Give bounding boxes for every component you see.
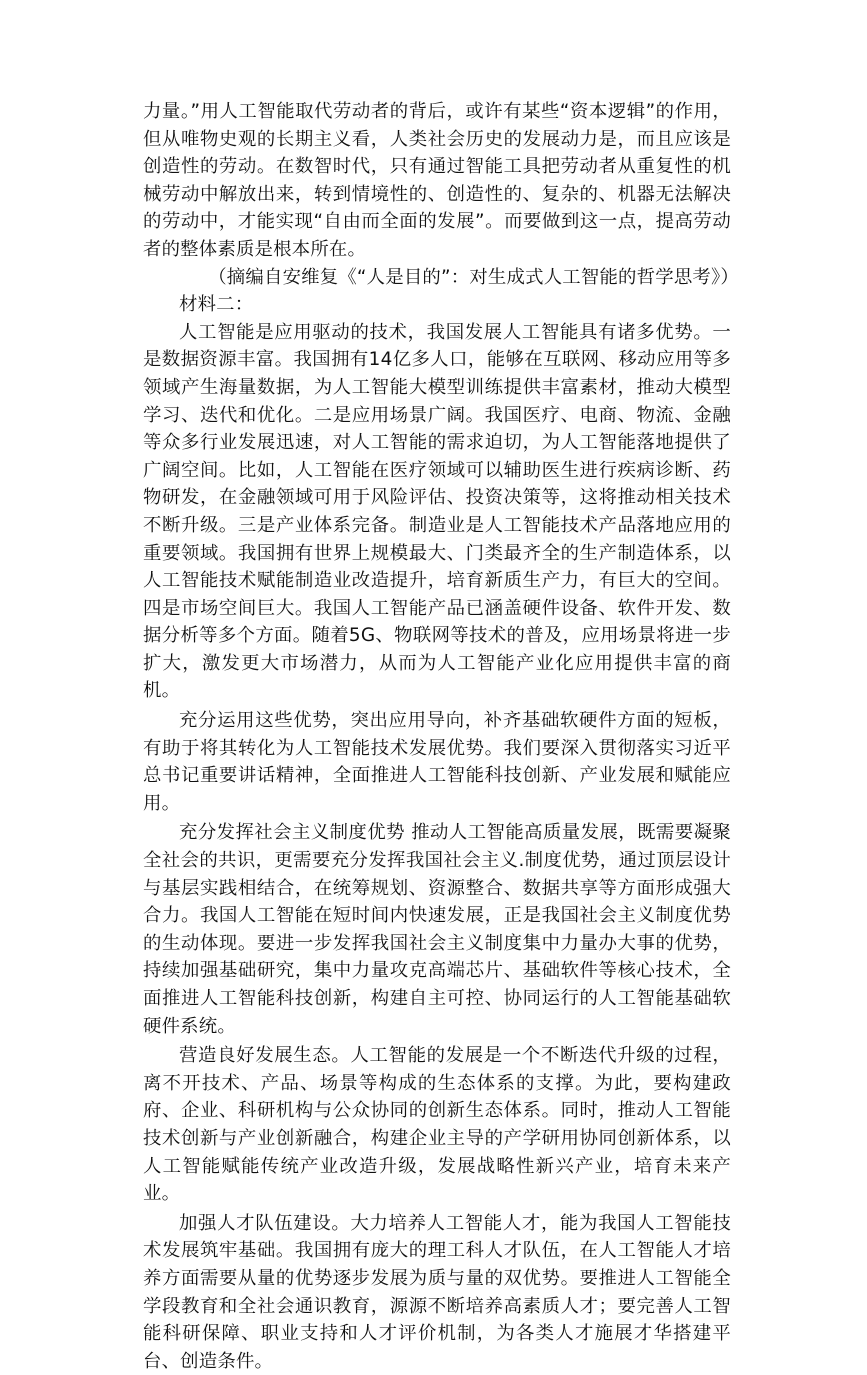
continued-paragraph: 力量。”用人工智能取代劳动者的背后，或许有某些“资本逻辑”的作用，但从唯物史观的长期主义看，人类社会历史的发展动力是，而且应该是创造性的劳动。在数智时代，只有通过智能工具把劳动者从重复性的机械劳动中解放出来，转到情境性的、创造性的、复杂的、机器无法解决的劳动中，才能实现“自由而全面的发展”。而要做到这一点，提高劳动者的整体素质是根本所在。 <box>143 101 731 260</box>
paragraph-institutional-advantage: 充分发挥社会主义制度优势 推动人工智能高质量发展，既需要凝聚全社会的共识，更需要充分发挥我国社会主义.制度优势，通过顶层设计与基层实践相结合，在统筹规划、资源整合、数据共享等方面形成强大合力。我国人工智能在短时间内快速发展，正是我国社会主义制度优势的生动体现。要进一步发挥我国社会主义制度集中力量办大事的优势，持续加强基础研究，集中力量攻克高端芯片、基础软件等核心技术，全面推进人工智能科技创新，构建自主可控、协同运行的人工智能基础软硬件系统。 <box>143 822 731 1037</box>
source-citation: （摘编自安维复《“人是目的”：对生成式人工智能的哲学思考》） <box>208 266 739 288</box>
document-page <box>143 98 739 1375</box>
material-two-heading: 材料二： <box>179 294 254 316</box>
paragraph-talent: 加强人才队伍建设。大力培养人工智能人才，能为我国人工智能技术发展筑牢基础。我国拥有庞大的理工科人才队伍，在人工智能人才培养方面需要从量的优势逐步发展为质与量的双优势。要推进人工智能全学段教育和全社会通识教育，源源不断培养高素质人才；要完善人工智能科研保障、职业支持和人才评价机制，为各类人才施展才华搭建平台、创造条件。 <box>143 1212 731 1372</box>
paragraph-ecosystem: 营造良好发展生态。人工智能的发展是一个不断迭代升级的过程，离不开技术、产品、场景等构成的生态体系的支撑。为此，要构建政府、企业、科研机构与公众协同的创新生态体系。同时，推动人工智能技术创新与产业创新融合，构建企业主导的产学研用协同创新体系，以人工智能赋能传统产业改造升级，发展战略性新兴产业，培育未来产业。 <box>143 1045 731 1205</box>
paragraph-advantages: 人工智能是应用驱动的技术，我国发展人工智能具有诸多优势。一是数据资源丰富。我国拥有14亿多人口，能够在互联网、移动应用等多领域产生海量数据，为人工智能大模型训练提供丰富素材，推动大模型学习、迭代和优化。二是应用场景广阔。我国医疗、电商、物流、金融等众多行业发展迅速，对人工智能的需求迫切，为人工智能落地提供了广阔空间。比如，人工智能在医疗领域可以辅助医生进行疾病诊断、药物研发，在金融领域可用于风险评估、投资决策等，这将推动相关技术不断升级。三是产业体系完备。制造业是人工智能技术产品落地应用的重要领域。我国拥有世界上规模最大、门类最齐全的生产制造体系，以人工智能技术赋能制造业改造提升，培育新质生产力，有巨大的空间。四是市场空间巨大。我国人工智能产品已涵盖硬件设备、软件开发、数据分析等多个方面。随着5G、物联网等技术的普及，应用场景将进一步扩大，激发更大市场潜力，从而为人工智能产业化应用提供丰富的商机。 <box>143 321 731 702</box>
paragraph-leverage-advantages: 充分运用这些优势，突出应用导向，补齐基础软硬件方面的短板，有助于将其转化为人工智能技术发展优势。我们要深入贯彻落实习近平总书记重要讲话精神，全面推进人工智能科技创新、产业发展和赋能应用。 <box>143 710 731 814</box>
